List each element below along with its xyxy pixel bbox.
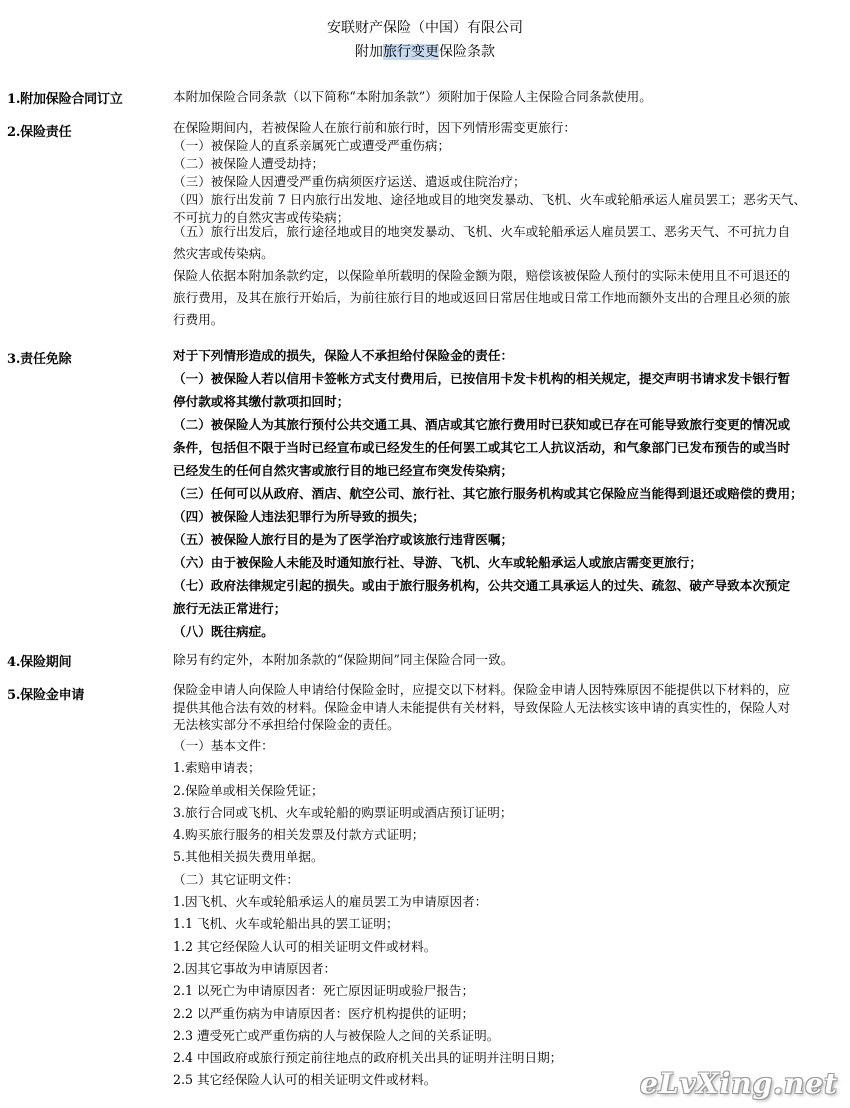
section-title: 2.保险责任 xyxy=(7,125,72,140)
section-body xyxy=(173,650,831,670)
section-line: （一）被保险人若以信用卡签帐方式支付费用后，已按信用卡发卡机构的相关规定，提交声明书请求发卡银行暂 xyxy=(173,371,791,386)
section-line: （五）旅行出发后，旅行途径地或目的地突发暴动、飞机、火车或轮船承运人雇员罢工、恶劣天气、不可抗力自 xyxy=(173,224,791,239)
section-line: 对于下列情形造成的损失，保险人不承担给付保险金的责任： xyxy=(173,348,514,363)
section-line: 2.3 遭受死亡或严重伤病的人与被保险人之间的关系证明。 xyxy=(173,1027,500,1043)
section-line: （八）既往病症。 xyxy=(173,624,274,639)
section-body xyxy=(173,681,831,734)
section-line: 已经发生的任何自然灾害或旅行目的地已经宣布突发传染病； xyxy=(173,463,514,478)
section-body xyxy=(173,119,831,227)
section-body xyxy=(173,221,831,331)
section-line: （三）任何可以从政府、酒店、航空公司、旅行社、其它旅行服务机构或其它保险应当能得到退还或赔偿的费用； xyxy=(173,486,803,501)
section-line: 旅行无法正常进行； xyxy=(173,601,287,616)
document-title-suffix: 保险条款 xyxy=(439,44,495,60)
section-line: （三）被保险人因遭受严重伤病须医疗运送、遣返或住院治疗； xyxy=(173,174,526,189)
section-title: 5.保险金申请 xyxy=(7,688,85,703)
section-line: 2.5 其它经保险人认可的相关证明文件或材料。 xyxy=(173,1072,437,1088)
section-body xyxy=(173,87,831,107)
section-line: （一）被保险人的直系亲属死亡或遭受严重伤病； xyxy=(173,138,451,153)
section-line: 2.1 以死亡为申请原因者：死亡原因证明或验尸报告； xyxy=(173,983,475,999)
section-line: 除另有约定外，本附加条款的“保险期间”同主保险合同一致。 xyxy=(173,652,514,667)
document-title-prefix: 附加 xyxy=(355,44,383,60)
section-line: 5.其他相关损失费用单据。 xyxy=(173,849,324,865)
section-line: 2.因其它事故为申请原因者： xyxy=(173,960,337,976)
section-body xyxy=(173,344,831,643)
section-line: 无法核实部分不承担给付保险金的责任。 xyxy=(173,717,400,732)
section-line: （五）被保险人旅行目的是为了医学治疗或该旅行违背医嘱； xyxy=(173,532,514,547)
section-body xyxy=(173,735,831,1092)
document-title-highlight: 旅行变更 xyxy=(383,44,439,60)
section-title: 3.责任免除 xyxy=(7,352,72,367)
section-line: 1.索赔申请表； xyxy=(173,760,261,776)
section-line: 1.1 飞机、火车或轮船出具的罢工证明； xyxy=(173,916,399,932)
section-line: 1.2 其它经保险人认可的相关证明文件或材料。 xyxy=(173,938,437,954)
section-line: 停付款或将其缴付款项扣回时； xyxy=(173,394,350,409)
company-name: 安联财产保险（中国）有限公司 xyxy=(327,20,523,36)
section-line: （二）其它证明文件： xyxy=(173,871,299,887)
section-line: 条件，包括但不限于当时已经宣布或已经发生的任何罢工或其它工人抗议活动，和气象部门已发布预告的或当时 xyxy=(173,440,791,455)
section-line: （二）被保险人为其旅行预付公共交通工具、酒店或其它旅行费用时已获知或已存在可能导致旅行变更的情况或 xyxy=(173,417,791,432)
section-line: （四）旅行出发前 7 日内旅行出发地、途径地或目的地突发暴动、飞机、火车或轮船承运人雇员罢工；恶劣天气、 xyxy=(173,192,807,207)
section-line: （四）被保险人违法犯罪行为所导致的损失； xyxy=(173,509,425,524)
section-line: 2.4 中国政府或旅行预定前往地点的政府机关出具的证明并注明日期； xyxy=(173,1050,563,1066)
section-line: 保险金申请人向保险人申请给付保险金时，应提交以下材料。保险金申请人因特殊原因不能提供以下材料的，应 xyxy=(173,682,791,697)
section-line: 在保险期间内，若被保险人在旅行前和旅行时，因下列情形需变更旅行： xyxy=(173,120,576,135)
section-title: 1.附加保险合同订立 xyxy=(7,92,123,107)
document-title xyxy=(0,41,850,61)
section-line: 1.因飞机、火车或轮船承运人的雇员罢工为申请原因者： xyxy=(173,894,488,910)
section-line: 4.购买旅行服务的相关发票及付款方式证明； xyxy=(173,827,425,843)
section-title: 4.保险期间 xyxy=(7,655,72,670)
section-line: 保险人依据本附加条款约定，以保险单所载明的保险金额为限，赔偿该被保险人预付的实际未使用且不可退还的 xyxy=(173,268,791,283)
section-line: 旅行费用，及其在旅行开始后，为前往旅行目的地或返回日常居住地或日常工作地而额外支出的合理且必须的旅 xyxy=(173,290,791,305)
section-line: 行费用。 xyxy=(173,312,224,327)
section-line: 不可抗力的自然灾害或传染病； xyxy=(173,210,350,225)
section-line: 然灾害或传染病。 xyxy=(173,246,274,261)
section-line: （七）政府法律规定引起的损失。或由于旅行服务机构，公共交通工具承运人的过失、疏忽、破产导致本次预定 xyxy=(173,578,791,593)
section-line: （一）基本文件： xyxy=(173,738,274,753)
section-line: 3.旅行合同或飞机、火车或轮船的购票证明或酒店预订证明； xyxy=(173,804,513,820)
section-line: 2.2 以严重伤病为申请原因者：医疗机构提供的证明； xyxy=(173,1005,475,1021)
section-line: 本附加保险合同条款（以下简称“本附加条款”）须附加于保险人主保险合同条款使用。 xyxy=(173,89,652,104)
section-line: 2.保险单或相关保险凭证； xyxy=(173,782,324,798)
section-line: （二）被保险人遭受劫持； xyxy=(173,156,325,171)
section-line: 提供其他合法有效的材料。保险金申请人未能提供有关材料，导致保险人无法核实该申请的真实性的，保险人对 xyxy=(173,699,791,715)
section-line: （六）由于被保险人未能及时通知旅行社、导游、飞机、火车或轮船承运人或旅店需变更旅行； xyxy=(173,555,702,570)
watermark-logo: eLvXing.net xyxy=(640,1067,838,1100)
